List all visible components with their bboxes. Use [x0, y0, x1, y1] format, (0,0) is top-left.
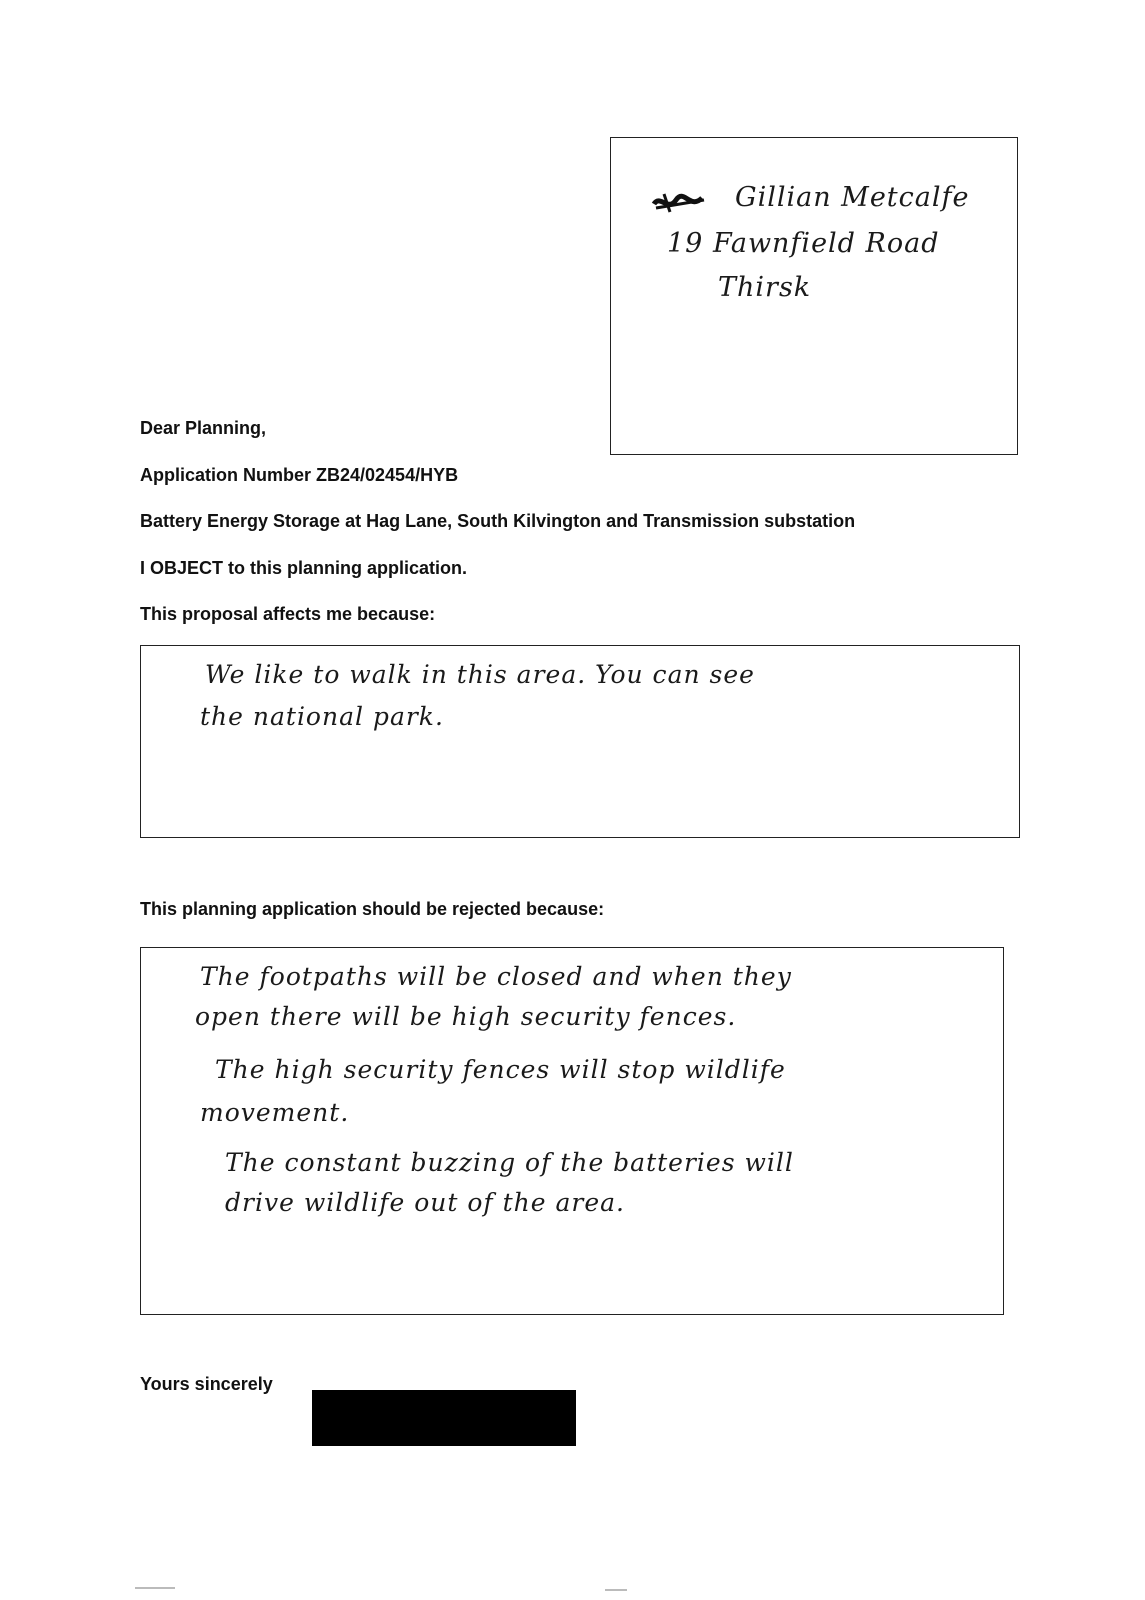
reasons-line: movement. — [200, 1098, 350, 1127]
signature-redaction — [312, 1390, 576, 1446]
affects-line: We like to walk in this area. You can see — [205, 660, 755, 689]
reasons-line: open there will be high security fences. — [195, 1002, 737, 1031]
application-number: Application Number ZB24/02454/HYB — [140, 465, 459, 485]
crossed-out-scribble — [650, 190, 710, 216]
reasons-line: The high security fences will stop wildlife — [215, 1055, 786, 1084]
reasons-line: The footpaths will be closed and when they — [200, 962, 792, 991]
rejected-label: This planning application should be rejected because: — [140, 899, 605, 919]
reasons-line: drive wildlife out of the area. — [225, 1188, 625, 1217]
address-town: Thirsk — [718, 272, 812, 303]
affects-label: This proposal affects me because: — [140, 604, 436, 624]
address-name: Gillian Metcalfe — [735, 182, 970, 213]
objection-statement: I OBJECT to this planning application. — [140, 558, 468, 578]
address-street: 19 Fawnfield Road — [667, 228, 940, 259]
footer-divider — [605, 1589, 627, 1591]
reasons-line: The constant buzzing of the batteries will — [225, 1148, 794, 1177]
salutation: Dear Planning, — [140, 418, 267, 438]
subject-line: Battery Energy Storage at Hag Lane, South Kilvington and Transmission substation — [140, 511, 856, 531]
footer-divider — [135, 1587, 175, 1589]
closing: Yours sincerely — [140, 1374, 273, 1394]
affects-line: the national park. — [200, 702, 444, 731]
